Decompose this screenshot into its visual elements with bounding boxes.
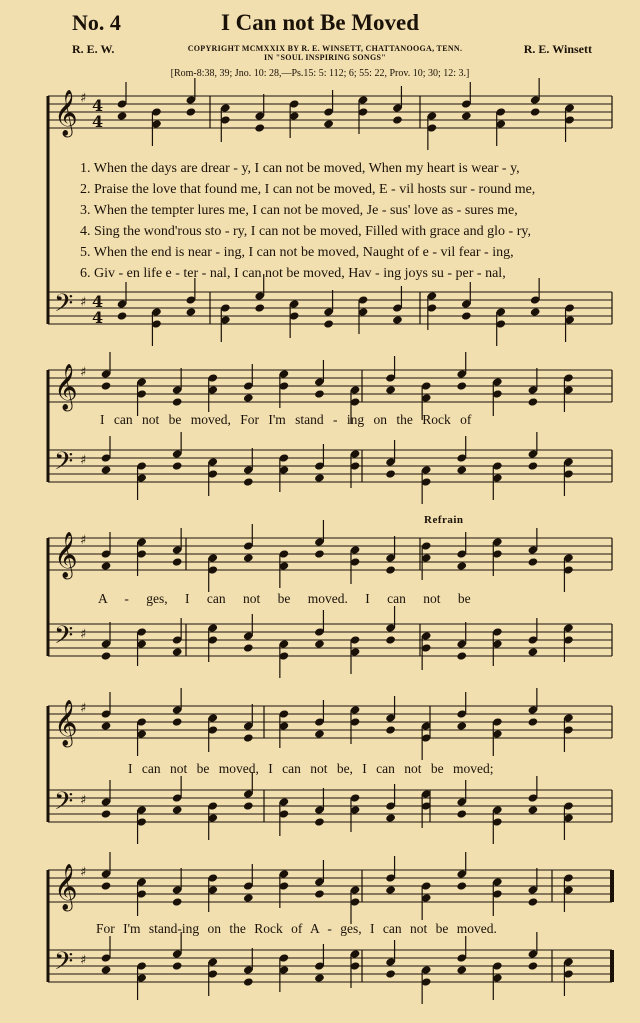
note-head	[314, 817, 325, 826]
refrain-label: Refrain	[424, 514, 464, 526]
note-head	[185, 307, 196, 316]
note-head	[117, 111, 128, 120]
verse-line: 4. Sing the wond'rous sto - ry, I can not be moved, Filled with grace and glo - ry,	[80, 224, 531, 239]
note-head	[385, 469, 396, 478]
note-head	[172, 897, 183, 906]
note-head	[456, 381, 467, 390]
treble-clef-icon: 𝄞	[54, 864, 78, 910]
note-head	[385, 565, 396, 574]
note-head	[385, 725, 396, 734]
note-head	[243, 801, 254, 810]
sharp-icon: ♯	[80, 793, 87, 808]
note-head	[243, 477, 254, 486]
note-head	[385, 385, 396, 394]
note-head	[172, 805, 183, 814]
note-head	[243, 893, 254, 902]
note-head	[101, 809, 112, 818]
note-head	[527, 397, 538, 406]
note-head	[101, 651, 112, 660]
note-head	[456, 721, 467, 730]
note-head	[172, 397, 183, 406]
note-head	[172, 461, 183, 470]
verse-line: 1. When the days are drear - y, I can not be moved, When my heart is wear - y,	[80, 161, 520, 176]
verse-line: 2. Praise the love that found me, I can not be moved, E - vil hosts sur - round me,	[80, 182, 536, 197]
time-signature-top: 4	[92, 292, 104, 311]
note-head	[527, 717, 538, 726]
sharp-icon: ♯	[80, 627, 87, 642]
note-head	[527, 897, 538, 906]
sharp-icon: ♯	[80, 91, 87, 106]
note-head	[101, 561, 112, 570]
hymn-number: No. 4	[72, 10, 121, 35]
note-head	[385, 969, 396, 978]
note-head	[461, 111, 472, 120]
chorus-lyric-line: I can not be moved, I can not be, I can not be moved;	[128, 761, 494, 776]
note-head	[527, 461, 538, 470]
note-head	[243, 733, 254, 742]
note-head	[314, 729, 325, 738]
note-head	[456, 651, 467, 660]
treble-clef-icon: 𝄞	[54, 90, 78, 136]
verse-line: 3. When the tempter lures me, I can not be moved, Je - sus' love as - sures me,	[80, 203, 518, 218]
treble-clef-icon: 𝄞	[54, 364, 78, 410]
sharp-icon: ♯	[80, 453, 87, 468]
note-head	[185, 107, 196, 116]
note-head	[456, 561, 467, 570]
note-head	[314, 549, 325, 558]
time-signature-bottom: 4	[92, 112, 104, 131]
sharp-icon: ♯	[80, 365, 87, 380]
note-head	[527, 557, 538, 566]
note-head	[392, 115, 403, 124]
note-head	[101, 381, 112, 390]
note-head	[385, 885, 396, 894]
note-head	[527, 647, 538, 656]
note-head	[323, 119, 334, 128]
treble-clef-icon: 𝄞	[54, 532, 78, 578]
note-head	[530, 307, 541, 316]
note-head	[456, 881, 467, 890]
chorus-lyric-line: For I'm stand-ing on the Rock of A - ges, I can not be moved.	[96, 921, 497, 936]
copyright-line: COPYRIGHT MCMXXIX BY R. E. WINSETT, CHATTANOOGA, TENN.	[187, 44, 463, 53]
note-head	[254, 303, 265, 312]
hymn-title: I Can not Be Moved	[220, 10, 420, 35]
sharp-icon: ♯	[80, 865, 87, 880]
note-head	[314, 889, 325, 898]
note-head	[392, 315, 403, 324]
verse-line: 5. When the end is near - ing, I can not be moved, Naught of e - vil fear - ing,	[80, 245, 514, 260]
chorus-lyric-line: A - ges, I can not be moved. I can not be	[98, 591, 471, 606]
note-head	[530, 107, 541, 116]
verse-block	[80, 158, 620, 284]
bass-clef-icon: 𝄢	[54, 621, 74, 656]
treble-clef-icon: 𝄞	[54, 700, 78, 746]
time-signature-bottom: 4	[92, 308, 104, 327]
note-head	[117, 311, 128, 320]
note-head	[385, 635, 396, 644]
copyright-source: IN "SOUL INSPIRING SONGS"	[264, 53, 386, 62]
note-head	[314, 473, 325, 482]
note-head	[323, 319, 334, 328]
note-head	[456, 809, 467, 818]
note-head	[101, 881, 112, 890]
bass-clef-icon: 𝄢	[54, 289, 74, 324]
note-head	[172, 717, 183, 726]
verse-line: 6. Giv - en life e - ter - nal, I can not be moved, Hav - ing joys su - per - nal,	[80, 266, 506, 281]
bass-clef-icon: 𝄢	[54, 947, 74, 982]
words-credit: R. E. W.	[72, 42, 115, 56]
time-signature-top: 4	[92, 96, 104, 115]
note-head	[385, 813, 396, 822]
note-head	[172, 647, 183, 656]
note-head	[456, 965, 467, 974]
note-head	[172, 961, 183, 970]
music-credit: R. E. Winsett	[523, 42, 592, 56]
note-head	[243, 393, 254, 402]
bass-clef-icon: 𝄢	[54, 447, 74, 482]
bass-clef-icon: 𝄢	[54, 787, 74, 822]
note-head	[314, 389, 325, 398]
note-head	[527, 961, 538, 970]
sharp-icon: ♯	[80, 701, 87, 716]
sharp-icon: ♯	[80, 295, 87, 310]
note-head	[101, 965, 112, 974]
note-head	[527, 805, 538, 814]
note-head	[243, 553, 254, 562]
note-head	[243, 977, 254, 986]
note-head	[243, 643, 254, 652]
note-head	[101, 465, 112, 474]
sharp-icon: ♯	[80, 533, 87, 548]
scripture-references: [Rom-8:38, 39; Jno. 10: 28,—Ps.15: 5: 112; 6; 55: 22, Prov. 10; 30; 12: 3.]	[170, 68, 470, 79]
note-head	[314, 973, 325, 982]
note-head	[456, 465, 467, 474]
sharp-icon: ♯	[80, 953, 87, 968]
note-head	[461, 311, 472, 320]
note-head	[101, 721, 112, 730]
chorus-lyric-line: I can not be moved, For I'm stand - ing on the Rock of	[100, 412, 472, 427]
note-head	[172, 557, 183, 566]
note-head	[314, 639, 325, 648]
note-head	[254, 123, 265, 132]
